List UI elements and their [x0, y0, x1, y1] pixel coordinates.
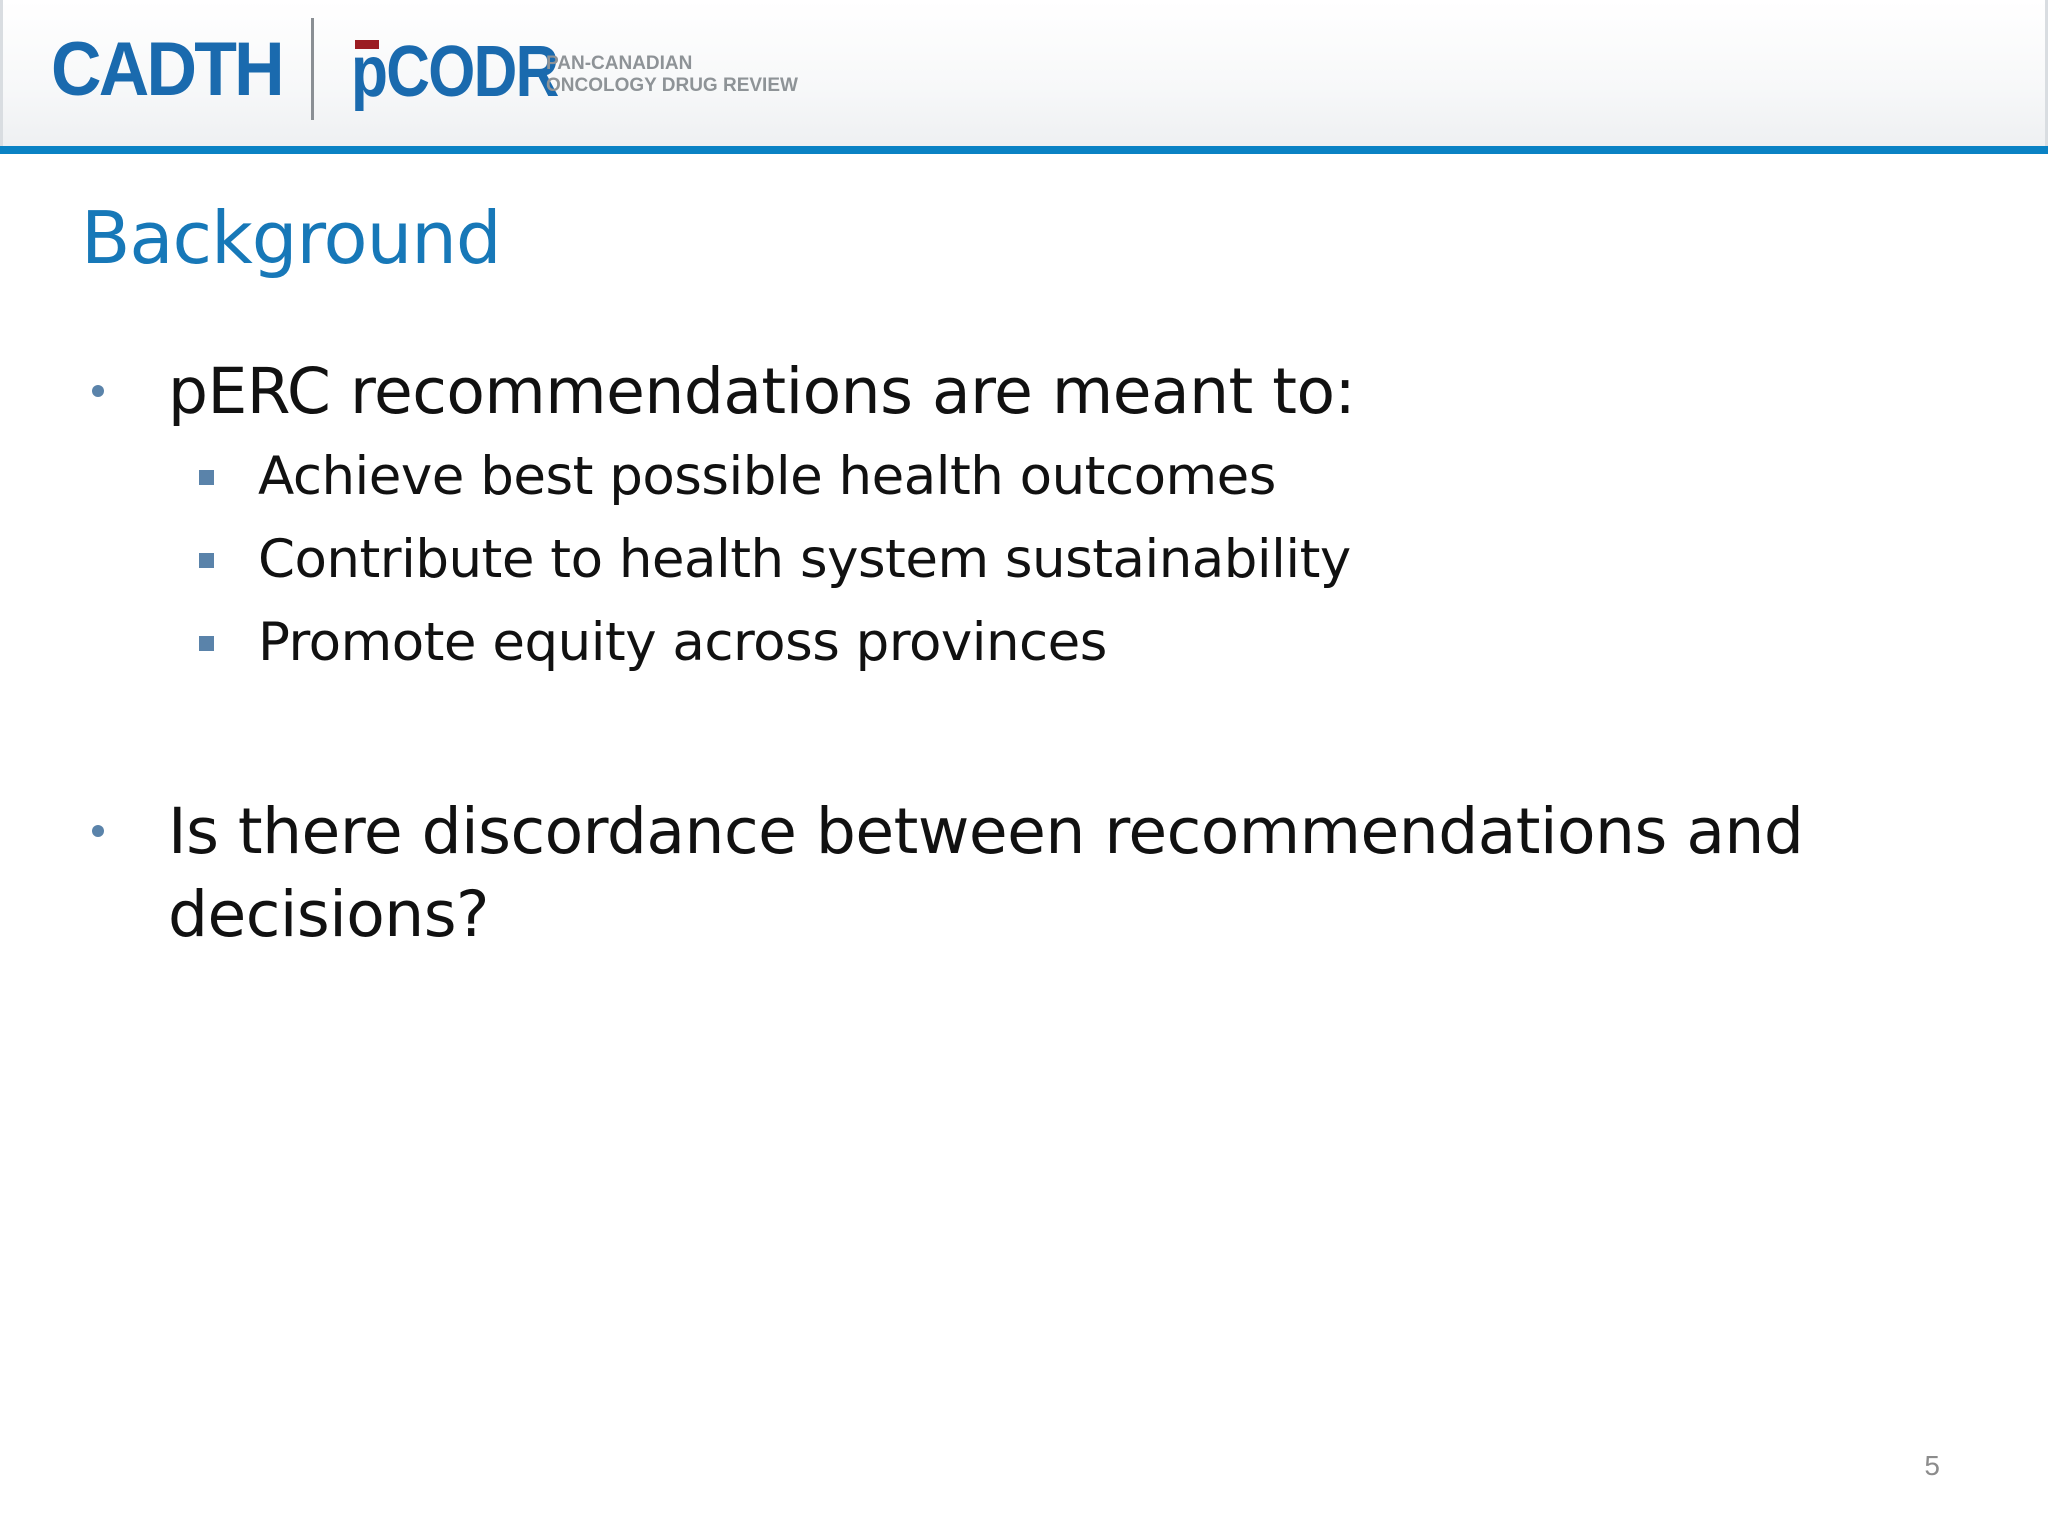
tagline-line-2: ONCOLOGY DRUG REVIEW	[546, 75, 798, 96]
cadth-logo: CADTH	[51, 27, 282, 112]
bullet-icon	[92, 825, 104, 837]
sub-bullet-icon	[199, 636, 214, 651]
pcodr-logo-text: pCODR	[351, 32, 558, 112]
page-number: 5	[1924, 1450, 1940, 1481]
bullet-text: pERC recommendations are meant to:	[168, 355, 1356, 428]
sub-bullet-text: Contribute to health system sustainability	[258, 529, 1351, 590]
bullet-text-line-1: Is there discordance between recommendations and	[168, 795, 1804, 868]
slide-header	[0, 0, 2048, 146]
bullet-text-line-2: decisions?	[168, 878, 489, 951]
sub-bullet-text: Achieve best possible health outcomes	[258, 446, 1276, 507]
pcodr-tagline	[546, 53, 798, 97]
logo-divider	[311, 18, 314, 120]
slide-title: Background	[81, 196, 501, 280]
sub-bullet-text: Promote equity across provinces	[258, 612, 1107, 673]
tagline-line-1: PAN-CANADIAN	[546, 53, 693, 74]
sub-bullet-icon	[199, 553, 214, 568]
header-rule	[0, 146, 2048, 154]
bullet-icon	[92, 385, 104, 397]
sub-bullet-icon	[199, 470, 214, 485]
